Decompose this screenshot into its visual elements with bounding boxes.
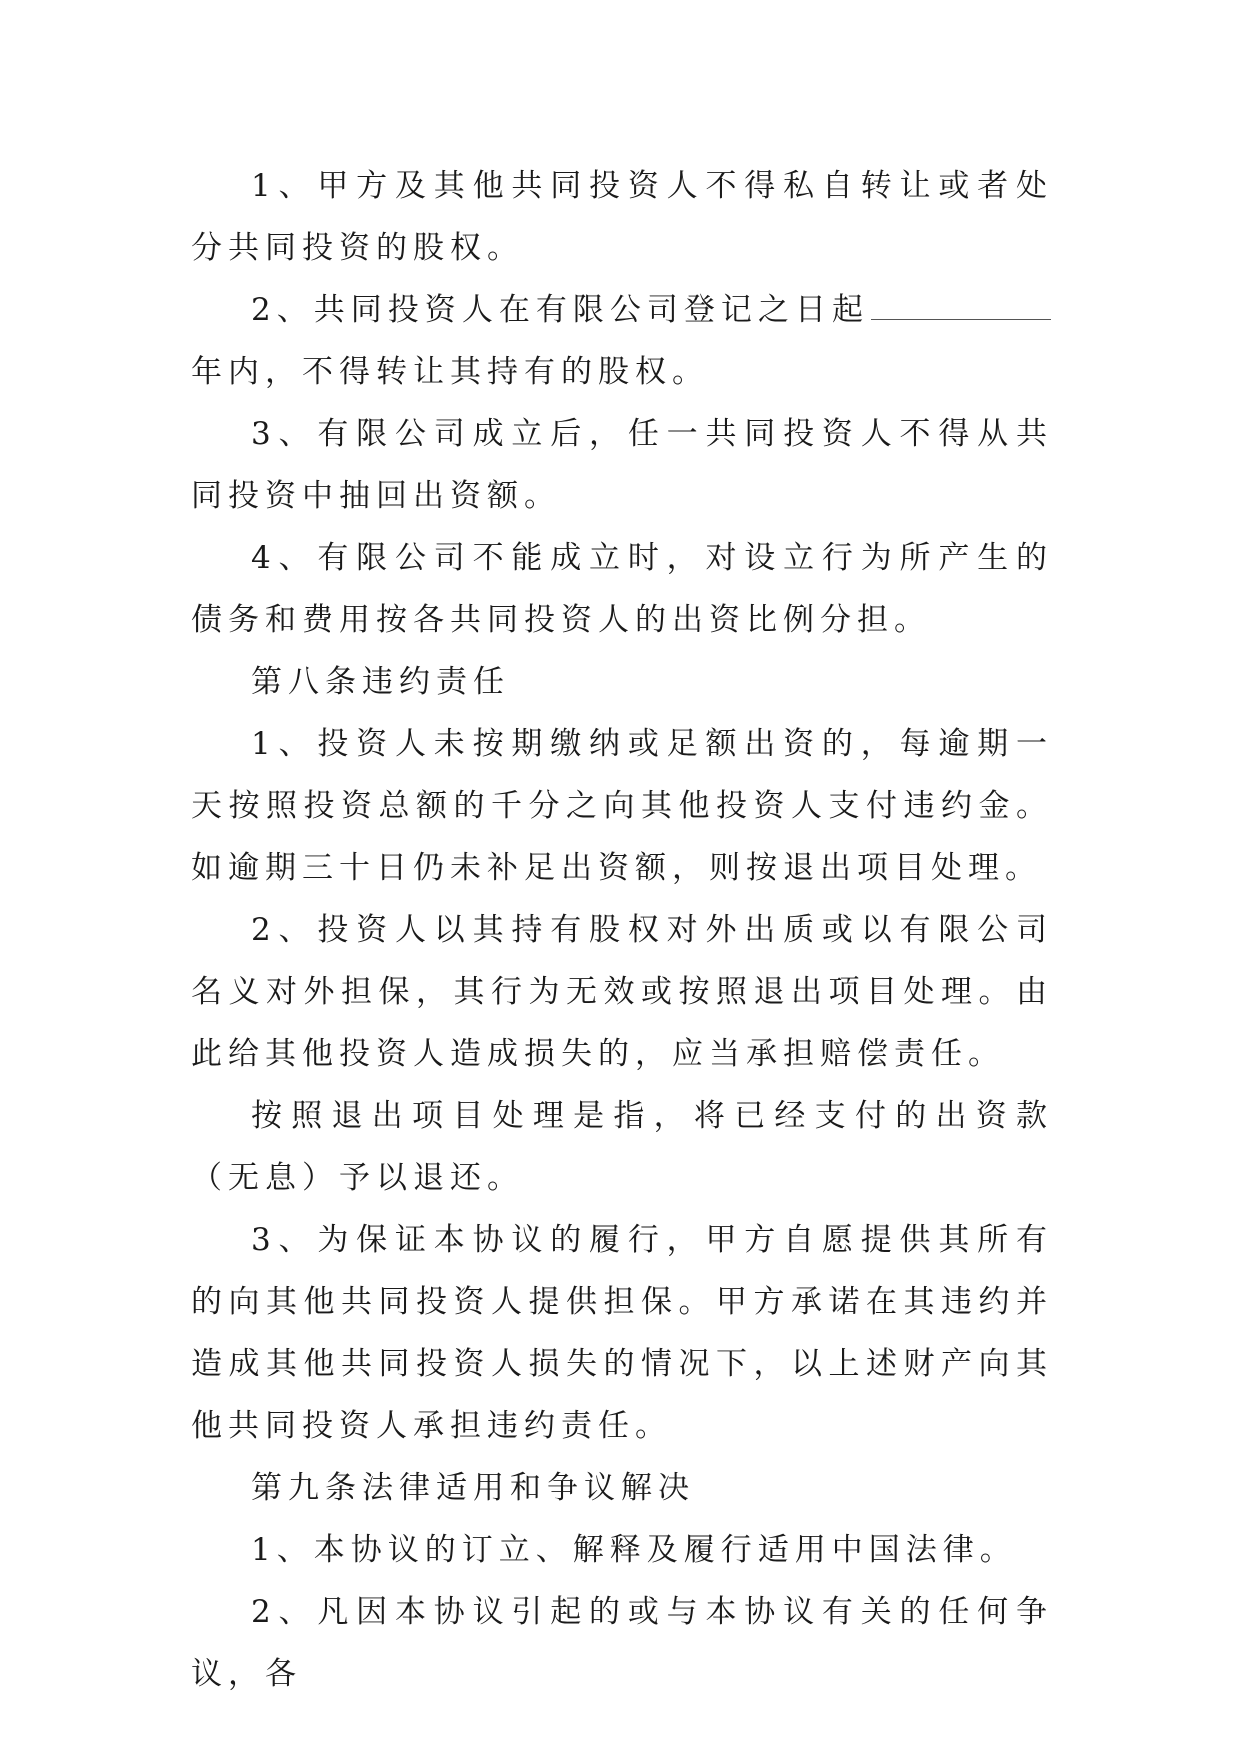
clause-9-item-1: 1、本协议的订立、解释及履行适用中国法律。 [251,1532,1017,1568]
clause-7-item-4: 4、有限公司不能成立时，对设立行为所产生的债务和费用按各共同投资人的出资比例分担。 [191,540,1053,638]
section-9-heading: 第九条法律适用和争议解决 [251,1470,695,1506]
section-8-heading: 第八条违约责任 [251,664,510,700]
clause-7-item-1: 1、甲方及其他共同投资人不得私自转让或者处分共同投资的股权。 [191,168,1053,266]
clause-8-item-2: 2、投资人以其持有股权对外出质或以有限公司名义对外担保，其行为无效或按照退出项目处理。由此给其他投资人造成损失的，应当承担赔偿责任。 [191,912,1053,1072]
document-body [191,155,1053,1705]
clause-9-item-2: 2、凡因本协议引起的或与本协议有关的任何争议，各 [191,1594,1053,1692]
clause-7-item-2-lead: 2、共同投资人在有限公司登记之日起 [251,292,869,328]
clause-8-item-1: 1、投资人未按期缴纳或足额出资的，每逾期一天按照投资总额的千分之向其他投资人支付违约金。如逾期三十日仍未补足出资额，则按退出项目处理。 [191,726,1053,886]
clause-7-item-2-tail: 年内，不得转让其持有的股权。 [191,354,709,390]
clause-7-item-2 [191,279,1053,403]
fill-in-blank-years [871,293,1051,320]
clause-8-item-3: 3、为保证本协议的履行，甲方自愿提供其所有的向其他共同投资人提供担保。甲方承诺在其违约并造成其他共同投资人损失的情况下，以上述财产向其他共同投资人承担违约责任。 [191,1222,1053,1444]
clause-7-item-3: 3、有限公司成立后，任一共同投资人不得从共同投资中抽回出资额。 [191,416,1053,514]
clause-8-note: 按照退出项目处理是指，将已经支付的出资款（无息）予以退还。 [191,1098,1053,1196]
